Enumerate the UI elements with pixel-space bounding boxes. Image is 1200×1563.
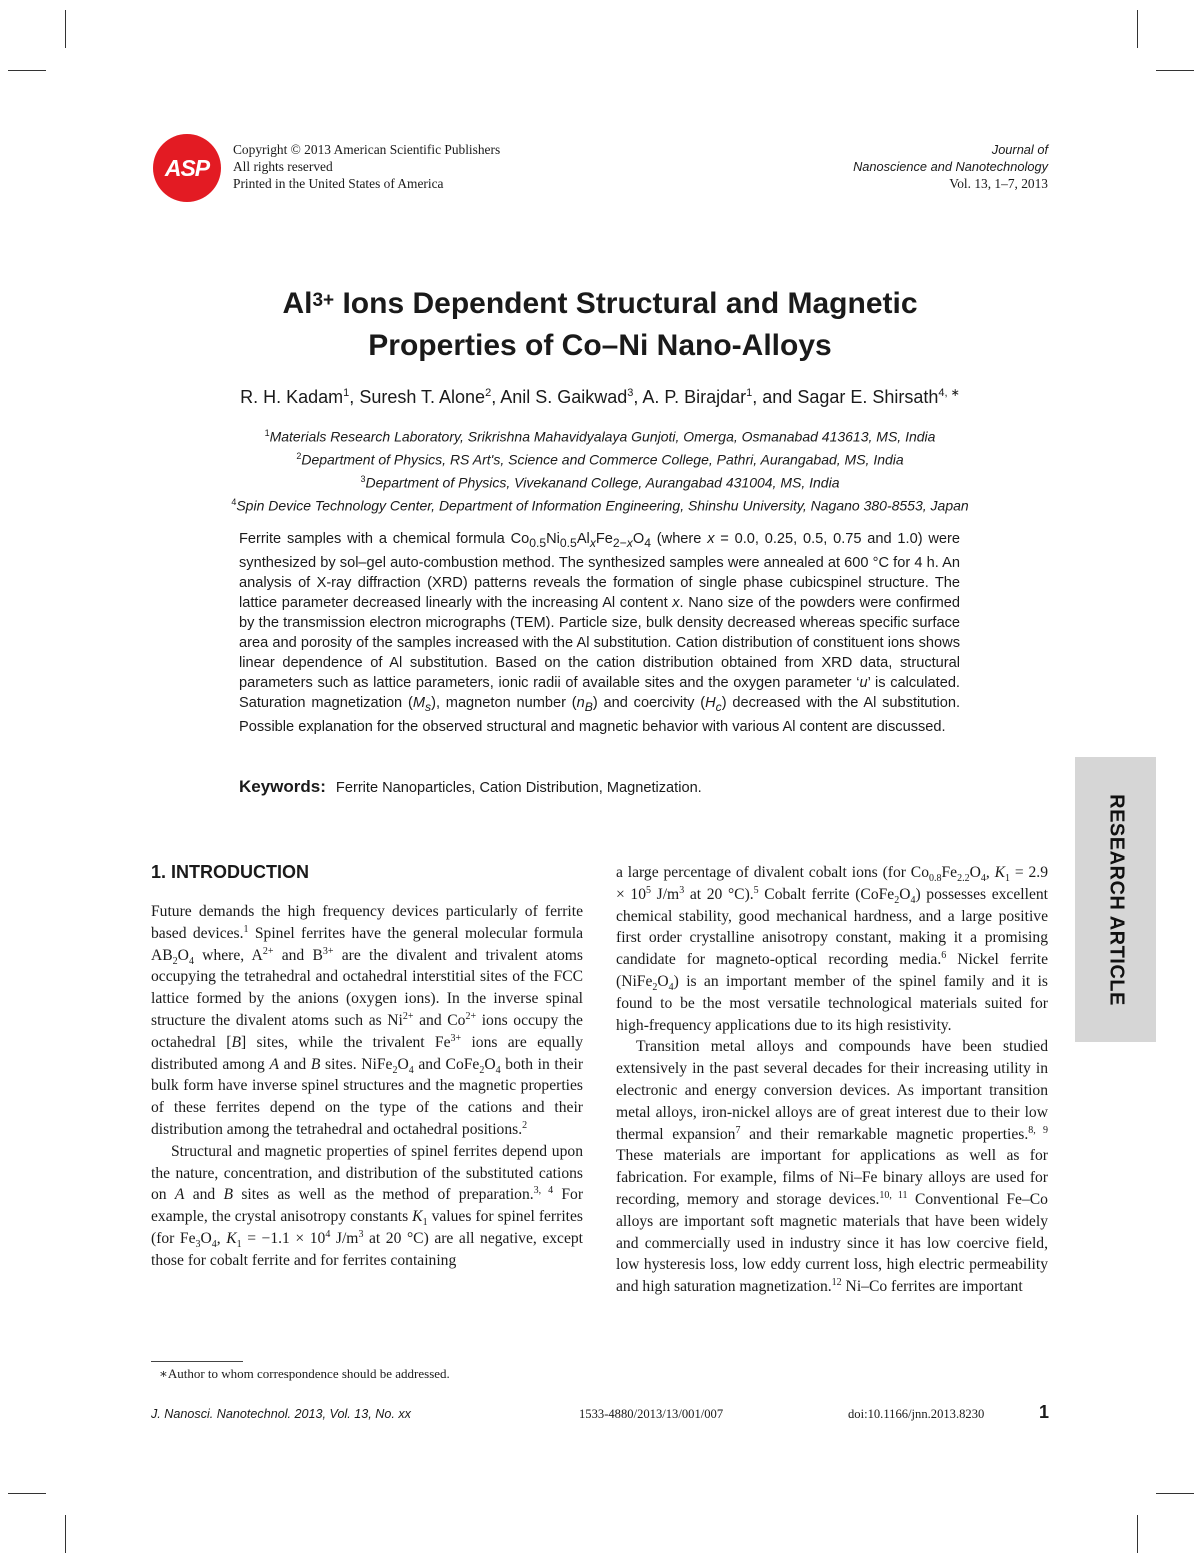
title-line2: Properties of Co–Ni Nano-Alloys	[368, 329, 832, 362]
crop-mark	[1137, 10, 1138, 48]
affiliation-text: Materials Research Laboratory, Srikrishna Mahavidyalaya Gunjoti, Omerga, Osmanabad 413613, MS, India	[269, 428, 936, 445]
affiliation	[60, 493, 1140, 516]
section-heading: 1. INTRODUCTION	[151, 862, 310, 882]
abstract-text: ), magneton number (	[431, 694, 577, 711]
publisher-logo	[153, 134, 221, 202]
keywords-label: Keywords:	[239, 777, 326, 796]
author-separator: ,	[349, 387, 360, 407]
affiliation-text: Department of Physics, RS Art's, Science and Commerce College, Pathri, Aurangabad, MS, India	[301, 451, 904, 468]
variable-u: u	[859, 674, 868, 691]
affiliation	[60, 424, 1140, 447]
crop-mark	[8, 70, 46, 71]
paragraph: Future demands the high frequency devices particularly of ferrite based devices.$^1$ Spinel ferrites have the general molecular formula $AB_2O_4$ where, $A^{2+}$ and $B^{3+}$ are the divalent and trivalent atoms occupying the tetrahedral and octahedral interstitial sites of the FCC lattice formed by the anions (oxygen ions). In the inverse spinal structure the divalent atoms such as $Ni^{2+}$ and $Co^{2+}$ ions occupy the octahedral [B] sites, while the trivalent $Fe^{3+}$ ions are equally distributed among A and B sites. $NiFe_2O_4$ and $CoFe_2O_4$ both in their bulk form have inverse spinel structures and the magnetic properties of these ferrites depend on the type of the cations and their distribution among the tetrahedral and octahedral positions.$^2$	[151, 903, 584, 1138]
title-line1	[100, 283, 1100, 325]
logo-text: ASP	[164, 154, 210, 181]
author-separator: , and	[752, 387, 798, 407]
crop-mark	[1137, 1515, 1138, 1553]
author[interactable]	[797, 387, 960, 407]
footnote: ∗Author to whom correspondence should be addressed.	[159, 1366, 450, 1381]
publisher-info	[233, 141, 500, 192]
rights-line: All rights reserved	[233, 159, 333, 174]
crop-mark	[65, 1515, 66, 1553]
author-affil-ref: 3	[627, 387, 634, 399]
crop-mark	[8, 1493, 46, 1494]
variable-x: x	[672, 594, 680, 611]
affiliation	[60, 447, 1140, 470]
author[interactable]	[500, 387, 633, 407]
footer-issn: 1533-4880/2013/13/001/007	[579, 1407, 724, 1421]
author-separator: ,	[491, 387, 501, 407]
affiliation-number: 4	[231, 497, 237, 508]
author[interactable]	[642, 387, 752, 407]
symbol-nb: $n_B$	[576, 694, 593, 714]
journal-volume: Vol. 13, 1–7, 2013	[949, 176, 1048, 191]
footnote-rule	[151, 1361, 243, 1362]
affiliation-number: 2	[296, 451, 302, 462]
body-column-left	[151, 901, 583, 1272]
author-affil-ref: 1	[343, 387, 350, 399]
abstract-text: ) decreased with the Al substitution. Possible explanation for the observed structural and magnetic behavior with various Al content are discussed.	[239, 694, 960, 735]
author-separator: ,	[633, 387, 643, 407]
abstract	[239, 529, 960, 737]
paragraph: a large percentage of divalent cobalt ions (for $Co_{0.8}Fe_{2.2}O_4$, $K_1 = 2.9 \times 10^5$ $J/m^3$ at 20 °C).$^5$ Cobalt ferrite $(CoFe_2O_4)$ possesses excellent chemical stability, good mechanical hardness, and a large positive first order crystalline anisotropy constant, making it a promising candidate for magneto-optical recording media.$^6$ Nickel ferrite $(NiFe_2O_4)$ is an important member of the spinel family and it is found to be the most versatile technological materials suited for high-frequency applications due to its high resistivity.	[616, 864, 1049, 1034]
body-column-right	[616, 862, 1048, 1298]
abstract-text: ) and coercivity (	[592, 694, 706, 711]
affiliation-text: Spin Device Technology Center, Department of Information Engineering, Shinshu University, Nagano 380-8553, Japan	[236, 498, 969, 515]
author-affil-ref: 4, ∗	[938, 387, 960, 399]
keywords-text: Ferrite Nanoparticles, Cation Distribution, Magnetization.	[335, 780, 702, 796]
author-list	[100, 386, 1100, 408]
abstract-text: ’ is calculated. Saturation magnetization (	[239, 674, 960, 711]
abstract-text: (where	[651, 531, 708, 547]
footer-doi[interactable]: doi:10.1166/jnn.2013.8230	[848, 1407, 985, 1421]
author-name: Suresh T. Alone	[359, 387, 486, 407]
variable-x: x	[707, 531, 715, 547]
author[interactable]	[359, 387, 491, 407]
abstract-text: = 0.0, 0.25, 0.5, 0.75 and 1.0) were synthesized by sol–gel auto-combustion method. The synthesized samples were annealed at 600 °C for 4 h. An analysis of X-ray diffraction (XRD) patterns reveals the formation of single phase cubicspinel structure. The lattice parameter decreased linearly with the increasing Al content	[239, 531, 960, 611]
article-type-label: RESEARCH ARTICLE	[1105, 793, 1127, 1006]
affiliations	[60, 424, 1140, 517]
symbol-hc: $H_c$	[705, 694, 722, 714]
chemical-formula: $Co_{0.5}Ni_{0.5}Al_xFe_{2-x}O_4$	[510, 531, 651, 550]
paragraph: Transition metal alloys and compounds have been studied extensively in the past several decades for their increasing utility in electronic and energy conversion devices. As important transition metal alloys, iron-nickel alloys are of great interest due to their low thermal expansion$^7$ and their remarkable magnetic properties.$^{8, 9}$ These materials are important for applications as well as for fabrication. For example, films of Ni–Fe binary alloys are used for recording, memory and storage devices.$^{10, 11}$ Conventional Fe–Co alloys are important soft magnetic materials that have been widely and commercially used in industry since it has low coercive field, low hysteresis loss, low eddy current loss, high electric permeability and high saturation magnetization.$^{12}$ Ni–Co ferrites are important	[616, 1038, 1048, 1296]
title-superscript: 3+	[312, 290, 335, 311]
author-name: Anil S. Gaikwad	[500, 387, 628, 407]
title-text: Ions Dependent Structural and Magnetic	[334, 287, 918, 320]
author-affil-ref: 2	[485, 387, 492, 399]
author-name: A. P. Birajdar	[642, 387, 747, 407]
printed-line: Printed in the United States of America	[233, 176, 444, 191]
copyright-line: Copyright © 2013 American Scientific Publishers	[233, 142, 501, 157]
title-text: Al	[282, 287, 313, 320]
footer-journal: J. Nanosci. Nanotechnol. 2013, Vol. 13, No. xx	[151, 1407, 411, 1421]
crop-mark	[1156, 70, 1194, 71]
page-number: 1	[1039, 1402, 1050, 1422]
abstract-text: Ferrite samples with a chemical formula	[239, 531, 511, 547]
article-title	[100, 283, 1100, 367]
crop-mark	[1156, 1493, 1194, 1494]
crop-mark	[65, 10, 66, 48]
paragraph: Structural and magnetic properties of spinel ferrites depend upon the nature, concentration, and distribution of the substituted cations on A and B sites as well as the method of preparation.$^{3, 4}$ For example, the crystal anisotropy constants $K_1$ values for spinel ferrites (for $Fe_3O_4$, $K_1 = -1.1 \times 10^4$ $J/m^3$ at 20 °C) are all negative, except those for cobalt ferrite and for ferrites containing	[151, 1142, 584, 1269]
author[interactable]	[240, 387, 349, 407]
author-name: R. H. Kadam	[240, 387, 344, 407]
symbol-ms: $M_s$	[412, 694, 432, 714]
abstract-text: . Nano size of the powders were confirmed by the transmission electron micrographs (TEM). Particle size, bulk density decreased whereas specific surface area and porosity of the samples increased with the Al substitution. Cation distribution of constituent ions shows linear dependence of Al substitution. Based on the cation distribution obtained from XRD data, structural parameters such as lattice parameters, ionic radii of available sites and the oxygen parameter ‘	[239, 594, 960, 691]
journal-info	[853, 141, 1048, 192]
affiliation-number: 3	[360, 474, 366, 485]
affiliation	[60, 470, 1140, 493]
keywords	[239, 777, 702, 797]
article-type-tab	[1075, 757, 1156, 1042]
author-name: Sagar E. Shirsath	[797, 387, 939, 407]
affiliation-number: 1	[264, 428, 270, 438]
journal-name-line1: Journal of	[991, 142, 1048, 157]
journal-name-line2: Nanoscience and Nanotechnology	[853, 159, 1048, 174]
author-affil-ref: 1	[746, 387, 753, 399]
affiliation-text: Department of Physics, Vivekanand College, Aurangabad 431004, MS, India	[365, 474, 840, 491]
